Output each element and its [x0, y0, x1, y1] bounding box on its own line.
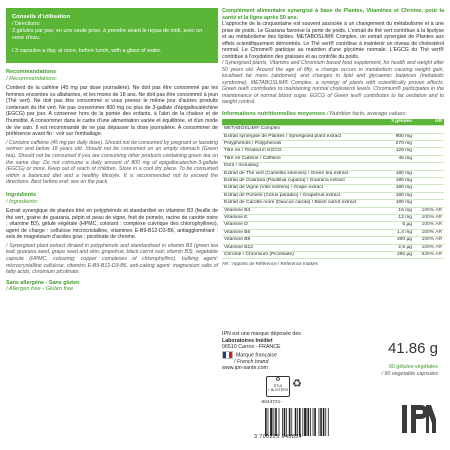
nutrition-heading-fr: Informations nutritionnelles moyennes [222, 110, 326, 117]
nutrition-name: Vitamine B3 [222, 207, 376, 214]
intro-fr: L'approche de la cinquantaine est souvent associée à un changement du métabolisme et à une prise de poids. Le Guarana favorise la perte de poids. L'extrait de thé vert contribue à la lipolyse et au métabolisme des lipides. METABOSLIM® Complex, un extrait synergisé de Plantes aux effets scientifiquement démontrés. Le Thé vert® contribue à maintenir un niveau de cholestérol normal. Le Chrome® participe au maintien d'une glycémie normale. L'EGCG du Thé vert® contribue à l'oxydation des graisses et au contrôle du poids. [222, 21, 444, 60]
nutrition-ar [414, 200, 444, 207]
maker-line5: / French brand [234, 358, 269, 365]
nutrition-name: Extrait de Thé vert (Camellia sinensis) / Green tea extract [222, 170, 376, 177]
nutrition-row [222, 244, 444, 251]
nutrition-name: Vitamine B12 [222, 244, 376, 251]
recommendations-heading: Recommandations [6, 69, 57, 75]
left-column [6, 8, 218, 293]
barcode-bar [265, 408, 267, 436]
nutrition-value: 180 mg [376, 177, 414, 184]
nutrition-value: 126 mg [376, 148, 414, 155]
barcode-bar [308, 408, 310, 436]
barcode-bar [314, 408, 316, 436]
nutrition-name: Polyphénols / Polyphenols [222, 140, 376, 147]
usage-en: / 3 capsules a day, at once, before lunch, with a glass of water. [12, 48, 162, 54]
recommendations-heading-en: / Recommendations: [6, 76, 58, 82]
french-flag-icon [222, 351, 233, 359]
nutrition-row [222, 222, 444, 229]
barcode-bar [274, 408, 275, 436]
capsule-count-fr: 90 gélules végétales [388, 364, 438, 370]
nutrition-ar [414, 148, 444, 155]
nutrition-value: 900 mg [376, 133, 414, 140]
barcode-bar [284, 408, 286, 436]
intro-title: Complément alimentaire synergisé à base de Plantes, Vitamines et Chrome, pour la santé et la ligne après 50 ans. [222, 8, 444, 21]
nutrition-col-ar: AR [414, 119, 444, 126]
nutrition-ar [414, 140, 444, 147]
nutrition-row [222, 133, 444, 140]
nutrition-row [222, 192, 444, 199]
maker-line3: 06510 Carros - FRANCE [222, 344, 281, 351]
nutrition-value: 180 mg [376, 185, 414, 192]
nutrition-value: 200 µg [376, 237, 414, 244]
barcode-bar [302, 408, 303, 436]
recycle-line2: + BLISTERS [267, 388, 289, 392]
nutrition-ar: 100% AR [414, 214, 444, 221]
nutrition-ar [414, 133, 444, 140]
nutrition-name: Extrait de Pomelo (Citrus paradisi) / Grapefruit extract [222, 192, 376, 199]
usage-heading: Conseils d'utilisation [12, 14, 71, 20]
barcode-bar [310, 408, 311, 436]
nutrition-ar: 100% AR [414, 244, 444, 251]
nutrition-name: Titré en Caféine / Caffeine [222, 155, 376, 162]
barcode-bar [291, 408, 292, 436]
barcode-bar [282, 408, 283, 436]
ingredients-heading: Ingrédients [6, 191, 37, 198]
barcode-bar [279, 408, 280, 436]
barcode-bar [297, 408, 298, 436]
nutrition-body [222, 126, 444, 259]
nutrition-name: Extrait de Vigne (Vitis vinifera) / Grape extract [222, 185, 376, 192]
barcode-bar [299, 408, 301, 436]
nutrition-ar: 100% AR [414, 207, 444, 214]
nutrition-ar: 100% AR [414, 222, 444, 229]
triman-icon: ♻ [292, 378, 302, 390]
batch-code: -6044721- [260, 400, 282, 405]
barcode-bar [270, 408, 272, 436]
nutrition-value: 180 mg [376, 170, 414, 177]
barcode-bar [323, 408, 325, 436]
nutrition-ar [414, 155, 444, 162]
nutrition-ar: 100% AR [414, 237, 444, 244]
maker-line1: IPN est une marque déposée des [222, 331, 301, 337]
nutrition-row [222, 148, 444, 155]
maker-info [222, 331, 352, 372]
nutrition-value: 1,4 mg [376, 229, 414, 236]
barcode-bar [275, 408, 277, 436]
ipn-logo [396, 395, 442, 441]
nutrition-name: Titré en / Titrated in EGCG [222, 148, 376, 155]
nutrition-value: 12 mg [376, 214, 414, 221]
nutrition-value: 16 mg [376, 207, 414, 214]
intro-en: / Synergised plants, Vitamins and Chromium based food supplement, for health and weight after 50 years old. Around the age of fifty, a change occurs in metabolism causing weight gain, localised fat mass (abdomen) and changes in lipid and glycaemic balances (metabolic syndrome). METABOSLIM® Complex, a synergy of plants with scientifically proven effects. Green tea® contributes to maintaining normal cholesterol levels. Chromium® participates in the maintenance of normal blood sugar. EGCG of Green tea® contributes to fat oxidation and to weight control. [222, 60, 444, 106]
nutrition-row [222, 237, 444, 244]
nutrition-row [222, 207, 444, 214]
nutrition-value [376, 163, 414, 170]
maker-line4: Marque française [236, 352, 277, 359]
nutrition-name: Vitamine B9 [222, 237, 376, 244]
nutrition-name: Chrome / Chromium (Picolinate) [222, 252, 376, 259]
usage-heading-en: / Directions: [12, 21, 41, 27]
usage-fr: 3 gélules par jour, en une seule prise, à prendre avant le repas de midi, avec un verre d'eau. [12, 28, 203, 41]
nutrition-name: Extrait de Guarana (Paullinia cupana) / Guarana extract [222, 177, 376, 184]
nutrition-value: 2,5 µg [376, 244, 414, 251]
intro [222, 8, 444, 106]
nutrition-ar [414, 170, 444, 177]
nutrition-row [222, 200, 444, 207]
barcode [264, 408, 350, 436]
nutrition-value: 270 mg [376, 140, 414, 147]
barcode-bar [319, 408, 320, 436]
nutrition-ar [414, 177, 444, 184]
nutrition-value: 45 mg [376, 155, 414, 162]
nutrition-table [222, 119, 444, 260]
nutrition-ar: 625% AR [414, 252, 444, 259]
nutrition-row [222, 126, 444, 133]
allergen-en: / Allergen free - Gluten free [6, 286, 74, 293]
nutrition-row [222, 229, 444, 236]
barcode-number: 3 700225 640834 [254, 434, 302, 440]
nutrition-ar: 100% AR [414, 229, 444, 236]
maker-site[interactable]: www.ipn-sante.com [222, 365, 268, 372]
nutrition-row [222, 177, 444, 184]
ingredients-en: / Synergised plant extract titrated in polyphenols and standardised in vitamin B3 (green tea leaf, guarana seed, grape seed and skin, grapefruit, black carrot root; vitamin B3), vegetable capsule (HPMC, colouring: copper complexes of chlorophyllins), bulking agent: microcrystalline cellulose, vitamins E-B9-B12-D3-B6, anti-caking agent: magnesium salts of fatty acids, chromium picolinate. [6, 242, 218, 276]
allergen-fr: Sans allergène - Sans gluten [6, 279, 80, 286]
nutrition-row [222, 170, 444, 177]
nutrition-row [222, 214, 444, 221]
barcode-bar [320, 408, 322, 436]
nutrition-name: Extrait de Carotte noire (Daucus carota) / Black carrot extract [222, 200, 376, 207]
nutrition-name: Extrait synergisé de Plantes / Synergised plant extract [222, 133, 376, 140]
nutrition-ar [414, 185, 444, 192]
recommendations-en: / Contains caffeine (45 mg per daily dose). Should not be consumed by pregnant or lactating women and below 18 years old. Should not be consumed on an empty stomach (Green tea). Should not be consumed if you are consuming other products containing green tea on the same day. Do not consume a daily amount of 800 mg of epigallocatechin-3-gallate (EGCG) or more. Keep out of reach of children. Store in a cool dry place. To be consumed within a balanced diet and a healthy lifestyle. It is recommended not to exceed the directions. Best before end: see on the pack. [6, 139, 218, 186]
ingredients-heading-en: / Ingredients: [6, 198, 39, 205]
nutrition-col-dose: 3 gélules [376, 119, 414, 126]
nutrition-heading [222, 111, 444, 117]
nutrition-row [222, 185, 444, 192]
nutrition-ar [414, 126, 444, 133]
nutrition-name: Vitamine D [222, 222, 376, 229]
barcode-bar [304, 408, 306, 436]
barcode-bar [289, 408, 291, 436]
capsule-count [381, 364, 438, 377]
recommendations-fr: Contient de la caféine (45 mg par dose journalière). Ne doit pas être consommé par les femmes enceintes ou allaitantes, et les moins de 18 ans. Ne doit pas être consommé à jeun (Thé vert). Ne doit pas être consommé si vous prenez le même jour d'autres produits contenant du thé vert. Ne pas consommer 800 mg ou plus de 3-gallate d'épigallocatéchine (EGCG) par jour. A conserver hors de la portée des enfants, à l'abri de la chaleur et de l'humidité. A consommer dans le cadre d'une alimentation variée et équilibrée, et d'un mode de vie sain. Il est recommandé de ne pas dépasser la dose journalière. A consommer de préférence avant fin : voir sur l'emballage. [6, 85, 218, 138]
right-column [222, 8, 444, 267]
nutrition-footnote: AR : Apports de Référence / Reference Intakes [222, 261, 318, 267]
nutrition-heading-en: / Nutrition facts, average values: [326, 110, 407, 117]
barcode-bar [328, 408, 329, 436]
nutrition-name: Vitamine E [222, 214, 376, 221]
nutrition-value: 180 mg [376, 192, 414, 199]
nutrition-ar [414, 163, 444, 170]
nutrition-header-row [222, 119, 444, 126]
nutrition-name: METABOSLIM® Complex [222, 126, 376, 133]
recycling-info-icon: ♻ ÉTUI + BLISTERS [266, 376, 290, 397]
nutrition-value [376, 126, 414, 133]
nutrition-col-name [222, 119, 376, 126]
nutrition-row [222, 155, 444, 162]
nutrition-row [222, 163, 444, 170]
maker-line2: Laboratoires Inédiet [222, 337, 273, 344]
nutrition-value: 5 µg [376, 222, 414, 229]
usage-box [6, 8, 218, 63]
nutrition-name: Vitamine B6 [222, 229, 376, 236]
nutrition-ar [414, 192, 444, 199]
nutrition-row [222, 252, 444, 259]
barcode-bar [325, 408, 326, 436]
recycle-line1: ÉTUI [273, 384, 283, 388]
nutrition-name: Dont / Including: [222, 163, 376, 170]
nutrition-row [222, 140, 444, 147]
ingredients-fr: Extrait synergique de plantes titré en polyphénols et standardisé en vitamine B3 (feuille de thé vert, graine de guarana, pépin et peau de vigne, fruit de pomelo, racine de carotte noire ; vitamine B3), gélule végétale (HPMC, colorant : complexe cuivrique des chlorophyllines), agent de charge : cellulose microcristalline, vitamines E-B9-B12-D3-B6, antiagglomérant : sels de magnésium d'acides gras ; picolinate de chrome. [6, 207, 218, 241]
barcode-bar [313, 408, 314, 436]
barcode-bar [268, 408, 269, 436]
barcode-bar [286, 408, 287, 436]
nutrition-value: 250 µg [376, 252, 414, 259]
barcode-bar [295, 408, 297, 436]
capsule-count-en: / 90 vegetable capsules [381, 370, 438, 377]
nutrition-value: 180 mg [376, 200, 414, 207]
net-weight: 41.86 g [387, 340, 438, 357]
